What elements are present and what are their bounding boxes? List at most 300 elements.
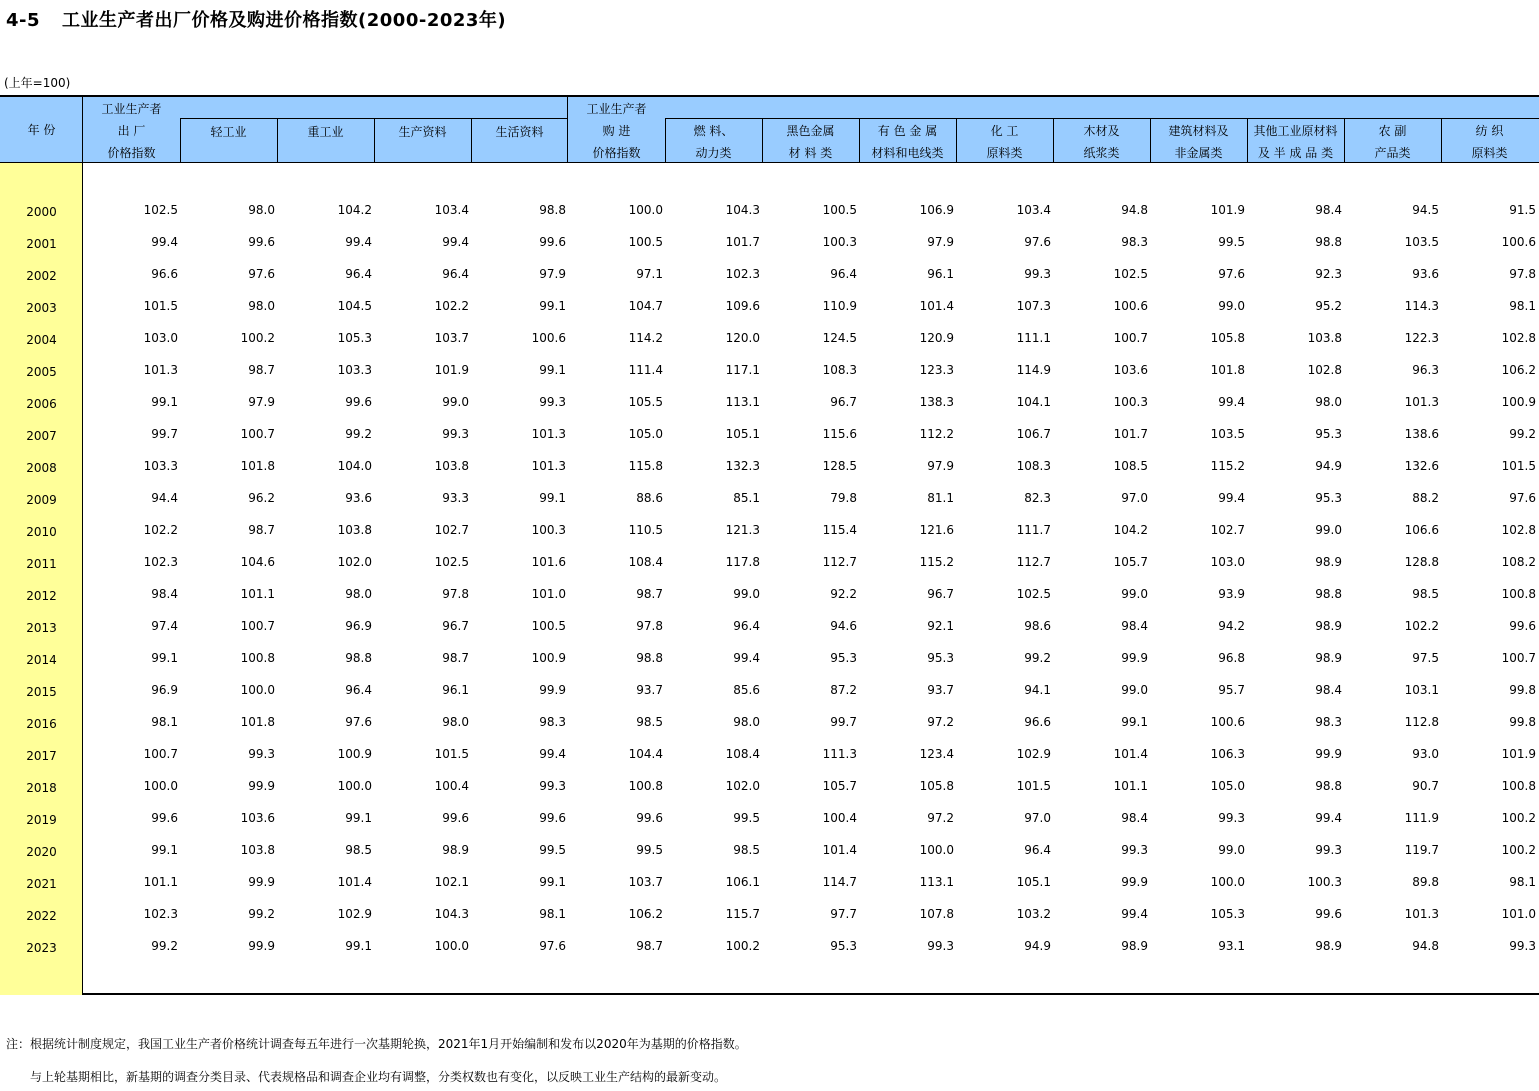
value-cell: 96.3 xyxy=(1412,363,1439,377)
value-cell: 98.7 xyxy=(442,651,469,665)
value-cell: 99.7 xyxy=(151,427,178,441)
year-cell: 2003 xyxy=(26,301,57,315)
value-cell: 106.6 xyxy=(1404,523,1439,537)
value-cell: 98.0 xyxy=(248,203,275,217)
year-cell: 2008 xyxy=(26,461,57,475)
value-cell: 98.9 xyxy=(1315,555,1342,569)
value-cell: 99.5 xyxy=(539,843,566,857)
value-cell: 99.1 xyxy=(539,363,566,377)
value-cell: 94.9 xyxy=(1024,939,1051,953)
value-cell: 98.5 xyxy=(733,843,760,857)
value-cell: 93.3 xyxy=(442,491,469,505)
value-cell: 100.7 xyxy=(1501,651,1536,665)
value-cell: 99.3 xyxy=(1315,843,1342,857)
value-cell: 100.0 xyxy=(337,779,372,793)
value-cell: 100.2 xyxy=(1501,811,1536,825)
value-cell: 103.7 xyxy=(434,331,469,345)
header-wood-l1: 木材及 xyxy=(1083,124,1120,138)
value-cell: 99.1 xyxy=(1121,715,1148,729)
table-row xyxy=(0,323,1539,355)
year-cell: 2016 xyxy=(26,717,57,731)
value-cell: 99.0 xyxy=(1121,683,1148,697)
value-cell: 105.0 xyxy=(1210,779,1245,793)
value-cell: 98.8 xyxy=(1315,235,1342,249)
value-cell: 99.7 xyxy=(830,715,857,729)
value-cell: 100.4 xyxy=(822,811,857,825)
header-ferrous-l1: 黑色金属 xyxy=(786,124,835,138)
value-cell: 100.7 xyxy=(143,747,178,761)
value-cell: 95.3 xyxy=(830,939,857,953)
value-cell: 102.3 xyxy=(725,267,760,281)
value-cell: 97.7 xyxy=(830,907,857,921)
value-cell: 105.1 xyxy=(725,427,760,441)
header-divider xyxy=(471,118,472,163)
value-cell: 98.0 xyxy=(733,715,760,729)
value-cell: 103.0 xyxy=(1210,555,1245,569)
header-other-l2: 及 半 成 品 类 xyxy=(1257,146,1334,160)
value-cell: 103.6 xyxy=(1113,363,1148,377)
value-cell: 99.1 xyxy=(345,939,372,953)
value-cell: 103.3 xyxy=(143,459,178,473)
value-cell: 99.3 xyxy=(539,779,566,793)
value-cell: 111.7 xyxy=(1016,523,1051,537)
year-cell: 2004 xyxy=(26,333,57,347)
value-cell: 98.3 xyxy=(1121,235,1148,249)
value-cell: 96.4 xyxy=(345,267,372,281)
value-cell: 106.9 xyxy=(919,203,954,217)
value-cell: 99.4 xyxy=(1218,491,1245,505)
value-cell: 95.2 xyxy=(1315,299,1342,313)
value-cell: 101.8 xyxy=(1210,363,1245,377)
value-cell: 105.3 xyxy=(1210,907,1245,921)
value-cell: 99.2 xyxy=(248,907,275,921)
value-cell: 132.3 xyxy=(725,459,760,473)
value-cell: 100.7 xyxy=(1113,331,1148,345)
value-cell: 97.1 xyxy=(636,267,663,281)
value-cell: 88.2 xyxy=(1412,491,1439,505)
value-cell: 103.8 xyxy=(240,843,275,857)
value-cell: 101.3 xyxy=(143,363,178,377)
value-cell: 96.4 xyxy=(830,267,857,281)
value-cell: 104.1 xyxy=(1016,395,1051,409)
value-cell: 108.4 xyxy=(725,747,760,761)
header-pur-l3: 价格指数 xyxy=(592,146,641,160)
header-ppi-l3: 价格指数 xyxy=(107,146,156,160)
value-cell: 96.9 xyxy=(345,619,372,633)
header-nonferrous-l2: 材料和电线类 xyxy=(871,146,944,160)
value-cell: 93.6 xyxy=(345,491,372,505)
value-cell: 99.1 xyxy=(539,299,566,313)
value-cell: 100.9 xyxy=(531,651,566,665)
value-cell: 105.0 xyxy=(628,427,663,441)
value-cell: 97.4 xyxy=(151,619,178,633)
value-cell: 138.6 xyxy=(1404,427,1439,441)
table-header xyxy=(0,97,1539,163)
header-light-industry: 轻工业 xyxy=(210,125,247,139)
value-cell: 99.3 xyxy=(1218,811,1245,825)
value-cell: 117.1 xyxy=(725,363,760,377)
value-cell: 98.7 xyxy=(636,587,663,601)
value-cell: 101.5 xyxy=(1501,459,1536,473)
value-cell: 102.0 xyxy=(337,555,372,569)
value-cell: 100.5 xyxy=(531,619,566,633)
value-cell: 128.8 xyxy=(1404,555,1439,569)
value-cell: 95.3 xyxy=(1315,427,1342,441)
value-cell: 104.5 xyxy=(337,299,372,313)
value-cell: 99.9 xyxy=(1121,875,1148,889)
header-wood xyxy=(1053,120,1150,164)
value-cell: 105.5 xyxy=(628,395,663,409)
header-subrule xyxy=(665,118,1539,119)
header-agri-l1: 农 副 xyxy=(1378,124,1407,138)
value-cell: 102.3 xyxy=(143,555,178,569)
value-cell: 107.3 xyxy=(1016,299,1051,313)
header-divider xyxy=(1053,118,1054,163)
value-cell: 99.4 xyxy=(1218,395,1245,409)
header-divider xyxy=(1247,118,1248,163)
value-cell: 101.4 xyxy=(337,875,372,889)
value-cell: 102.2 xyxy=(434,299,469,313)
value-cell: 100.8 xyxy=(628,779,663,793)
header-fuel-l2: 动力类 xyxy=(695,146,732,160)
data-table xyxy=(0,95,1539,995)
value-cell: 98.8 xyxy=(539,203,566,217)
table-row xyxy=(0,835,1539,867)
value-cell: 109.6 xyxy=(725,299,760,313)
header-fuel xyxy=(665,120,762,164)
value-cell: 128.5 xyxy=(822,459,857,473)
value-cell: 96.9 xyxy=(151,683,178,697)
value-cell: 106.7 xyxy=(1016,427,1051,441)
value-cell: 101.9 xyxy=(1210,203,1245,217)
value-cell: 98.5 xyxy=(636,715,663,729)
value-cell: 102.5 xyxy=(434,555,469,569)
value-cell: 99.8 xyxy=(1509,683,1536,697)
value-cell: 85.1 xyxy=(733,491,760,505)
value-cell: 97.6 xyxy=(1024,235,1051,249)
header-chemical xyxy=(956,120,1053,164)
value-cell: 81.1 xyxy=(927,491,954,505)
header-fuel-l1: 燃 料、 xyxy=(693,124,734,138)
value-cell: 99.1 xyxy=(345,811,372,825)
value-cell: 115.6 xyxy=(822,427,857,441)
value-cell: 105.3 xyxy=(337,331,372,345)
value-cell: 101.0 xyxy=(1501,907,1536,921)
header-building-l2: 非金属类 xyxy=(1174,146,1223,160)
value-cell: 96.6 xyxy=(151,267,178,281)
header-heavy-industry: 重工业 xyxy=(307,125,344,139)
value-cell: 123.3 xyxy=(919,363,954,377)
value-cell: 100.6 xyxy=(531,331,566,345)
value-cell: 121.3 xyxy=(725,523,760,537)
value-cell: 98.7 xyxy=(636,939,663,953)
header-ppi-group: 工业生产者 xyxy=(101,102,162,116)
value-cell: 103.7 xyxy=(628,875,663,889)
year-cell: 2017 xyxy=(26,749,57,763)
value-cell: 98.5 xyxy=(1412,587,1439,601)
value-cell: 98.0 xyxy=(345,587,372,601)
value-cell: 93.6 xyxy=(1412,267,1439,281)
header-agri-l2: 产品类 xyxy=(1374,146,1411,160)
value-cell: 97.6 xyxy=(539,939,566,953)
year-cell: 2000 xyxy=(26,205,57,219)
value-cell: 99.9 xyxy=(1121,651,1148,665)
value-cell: 100.0 xyxy=(919,843,954,857)
value-cell: 132.6 xyxy=(1404,459,1439,473)
table-row xyxy=(0,739,1539,771)
value-cell: 104.4 xyxy=(628,747,663,761)
value-cell: 105.7 xyxy=(822,779,857,793)
value-cell: 99.5 xyxy=(1218,235,1245,249)
value-cell: 101.8 xyxy=(240,459,275,473)
value-cell: 100.8 xyxy=(1501,779,1536,793)
value-cell: 101.0 xyxy=(531,587,566,601)
table-row xyxy=(0,419,1539,451)
value-cell: 102.2 xyxy=(143,523,178,537)
header-other-l1: 其他工业原材料 xyxy=(1253,124,1338,138)
value-cell: 99.1 xyxy=(151,843,178,857)
value-cell: 99.3 xyxy=(1024,267,1051,281)
value-cell: 104.2 xyxy=(337,203,372,217)
value-cell: 92.3 xyxy=(1315,267,1342,281)
table-number: 4-5 xyxy=(6,10,41,31)
value-cell: 99.8 xyxy=(1509,715,1536,729)
value-cell: 108.4 xyxy=(628,555,663,569)
header-divider xyxy=(665,118,666,163)
value-cell: 101.7 xyxy=(725,235,760,249)
year-cell: 2007 xyxy=(26,429,57,443)
value-cell: 100.3 xyxy=(1113,395,1148,409)
value-cell: 101.4 xyxy=(822,843,857,857)
value-cell: 99.6 xyxy=(1315,907,1342,921)
header-pur-group: 工业生产者 xyxy=(586,102,647,116)
value-cell: 113.1 xyxy=(919,875,954,889)
value-cell: 98.1 xyxy=(1509,299,1536,313)
value-cell: 114.2 xyxy=(628,331,663,345)
header-textile-l2: 原料类 xyxy=(1471,146,1508,160)
value-cell: 103.4 xyxy=(434,203,469,217)
value-cell: 100.2 xyxy=(240,331,275,345)
value-cell: 96.7 xyxy=(927,587,954,601)
year-cell: 2018 xyxy=(26,781,57,795)
value-cell: 99.0 xyxy=(442,395,469,409)
value-cell: 100.7 xyxy=(240,619,275,633)
header-divider xyxy=(374,118,375,163)
header-pur-l2: 购 进 xyxy=(602,124,631,138)
value-cell: 120.9 xyxy=(919,331,954,345)
value-cell: 117.8 xyxy=(725,555,760,569)
header-year: 年 份 xyxy=(27,123,56,137)
value-cell: 101.5 xyxy=(143,299,178,313)
value-cell: 93.7 xyxy=(636,683,663,697)
value-cell: 92.2 xyxy=(830,587,857,601)
value-cell: 98.4 xyxy=(1121,619,1148,633)
value-cell: 98.1 xyxy=(151,715,178,729)
header-building-l1: 建筑材料及 xyxy=(1168,124,1229,138)
value-cell: 99.4 xyxy=(1121,907,1148,921)
value-cell: 114.9 xyxy=(1016,363,1051,377)
value-cell: 111.1 xyxy=(1016,331,1051,345)
year-cell: 2002 xyxy=(26,269,57,283)
value-cell: 99.4 xyxy=(539,747,566,761)
value-cell: 99.3 xyxy=(248,747,275,761)
value-cell: 98.7 xyxy=(248,363,275,377)
value-cell: 102.8 xyxy=(1501,331,1536,345)
value-cell: 99.4 xyxy=(1315,811,1342,825)
value-cell: 88.6 xyxy=(636,491,663,505)
table-row xyxy=(0,931,1539,963)
value-cell: 99.5 xyxy=(733,811,760,825)
header-divider xyxy=(762,118,763,163)
table-row xyxy=(0,451,1539,483)
value-cell: 94.1 xyxy=(1024,683,1051,697)
value-cell: 92.1 xyxy=(927,619,954,633)
year-cell: 2013 xyxy=(26,621,57,635)
value-cell: 96.8 xyxy=(1218,651,1245,665)
value-cell: 99.4 xyxy=(151,235,178,249)
value-cell: 101.9 xyxy=(434,363,469,377)
header-divider xyxy=(1441,118,1442,163)
value-cell: 100.8 xyxy=(1501,587,1536,601)
value-cell: 103.8 xyxy=(434,459,469,473)
header-textile-l1: 纺 织 xyxy=(1475,124,1504,138)
value-cell: 104.7 xyxy=(628,299,663,313)
value-cell: 104.0 xyxy=(337,459,372,473)
value-cell: 100.0 xyxy=(240,683,275,697)
value-cell: 112.7 xyxy=(822,555,857,569)
table-row xyxy=(0,355,1539,387)
value-cell: 89.8 xyxy=(1412,875,1439,889)
value-cell: 97.2 xyxy=(927,715,954,729)
value-cell: 90.7 xyxy=(1412,779,1439,793)
value-cell: 96.7 xyxy=(442,619,469,633)
value-cell: 101.3 xyxy=(1404,395,1439,409)
value-cell: 102.7 xyxy=(434,523,469,537)
value-cell: 99.9 xyxy=(248,939,275,953)
value-cell: 102.8 xyxy=(1501,523,1536,537)
value-cell: 98.4 xyxy=(1315,683,1342,697)
year-cell: 2014 xyxy=(26,653,57,667)
value-cell: 100.8 xyxy=(240,651,275,665)
value-cell: 99.6 xyxy=(442,811,469,825)
value-cell: 94.8 xyxy=(1121,203,1148,217)
value-cell: 99.1 xyxy=(539,875,566,889)
value-cell: 104.3 xyxy=(434,907,469,921)
value-cell: 99.3 xyxy=(1509,939,1536,953)
value-cell: 99.5 xyxy=(636,843,663,857)
table-title-text: 工业生产者出厂价格及购进价格指数(2000-2023年) xyxy=(62,10,507,31)
value-cell: 108.5 xyxy=(1113,459,1148,473)
value-cell: 99.0 xyxy=(1218,843,1245,857)
value-cell: 100.7 xyxy=(240,427,275,441)
header-ferrous-l2: 材 料 类 xyxy=(788,146,833,160)
value-cell: 111.3 xyxy=(822,747,857,761)
value-cell: 99.3 xyxy=(539,395,566,409)
value-cell: 110.9 xyxy=(822,299,857,313)
value-cell: 100.9 xyxy=(1501,395,1536,409)
value-cell: 99.4 xyxy=(345,235,372,249)
value-cell: 98.8 xyxy=(1315,779,1342,793)
value-cell: 94.4 xyxy=(151,491,178,505)
year-cell: 2021 xyxy=(26,877,57,891)
table-row xyxy=(0,771,1539,803)
header-chemical-l2: 原料类 xyxy=(986,146,1023,160)
value-cell: 100.2 xyxy=(1501,843,1536,857)
value-cell: 98.8 xyxy=(345,651,372,665)
value-cell: 110.5 xyxy=(628,523,663,537)
table-row xyxy=(0,675,1539,707)
value-cell: 112.2 xyxy=(919,427,954,441)
header-divider xyxy=(567,97,568,163)
value-cell: 122.3 xyxy=(1404,331,1439,345)
value-cell: 93.0 xyxy=(1412,747,1439,761)
value-cell: 96.2 xyxy=(248,491,275,505)
value-cell: 98.0 xyxy=(1315,395,1342,409)
value-cell: 101.5 xyxy=(1016,779,1051,793)
value-cell: 99.6 xyxy=(248,235,275,249)
value-cell: 101.1 xyxy=(143,875,178,889)
value-cell: 101.8 xyxy=(240,715,275,729)
table-row xyxy=(0,611,1539,643)
value-cell: 99.2 xyxy=(1509,427,1536,441)
value-cell: 99.2 xyxy=(1024,651,1051,665)
value-cell: 103.4 xyxy=(1016,203,1051,217)
table-row xyxy=(0,803,1539,835)
table-row xyxy=(0,707,1539,739)
value-cell: 102.8 xyxy=(1307,363,1342,377)
value-cell: 99.3 xyxy=(1121,843,1148,857)
value-cell: 104.6 xyxy=(240,555,275,569)
value-cell: 115.7 xyxy=(725,907,760,921)
value-cell: 100.6 xyxy=(1113,299,1148,313)
value-cell: 105.8 xyxy=(1210,331,1245,345)
value-cell: 93.1 xyxy=(1218,939,1245,953)
table-row xyxy=(0,867,1539,899)
value-cell: 106.2 xyxy=(628,907,663,921)
value-cell: 95.7 xyxy=(1218,683,1245,697)
value-cell: 101.7 xyxy=(1113,427,1148,441)
table-row xyxy=(0,291,1539,323)
value-cell: 103.2 xyxy=(1016,907,1051,921)
value-cell: 82.3 xyxy=(1024,491,1051,505)
value-cell: 102.1 xyxy=(434,875,469,889)
value-cell: 99.6 xyxy=(151,811,178,825)
value-cell: 103.5 xyxy=(1404,235,1439,249)
unit-note: (上年=100) xyxy=(4,76,71,90)
value-cell: 98.6 xyxy=(1024,619,1051,633)
value-cell: 115.2 xyxy=(1210,459,1245,473)
value-cell: 102.5 xyxy=(1113,267,1148,281)
header-divider xyxy=(277,118,278,163)
value-cell: 104.3 xyxy=(725,203,760,217)
value-cell: 97.8 xyxy=(1509,267,1536,281)
value-cell: 100.5 xyxy=(822,203,857,217)
value-cell: 99.6 xyxy=(539,811,566,825)
value-cell: 106.2 xyxy=(1501,363,1536,377)
value-cell: 99.1 xyxy=(539,491,566,505)
year-cell: 2009 xyxy=(26,493,57,507)
value-cell: 98.9 xyxy=(1315,651,1342,665)
value-cell: 99.9 xyxy=(1315,747,1342,761)
value-cell: 98.8 xyxy=(1315,587,1342,601)
value-cell: 99.3 xyxy=(927,939,954,953)
value-cell: 103.0 xyxy=(143,331,178,345)
value-cell: 102.7 xyxy=(1210,523,1245,537)
value-cell: 97.9 xyxy=(539,267,566,281)
value-cell: 101.1 xyxy=(1113,779,1148,793)
header-divider xyxy=(859,118,860,163)
value-cell: 101.3 xyxy=(1404,907,1439,921)
